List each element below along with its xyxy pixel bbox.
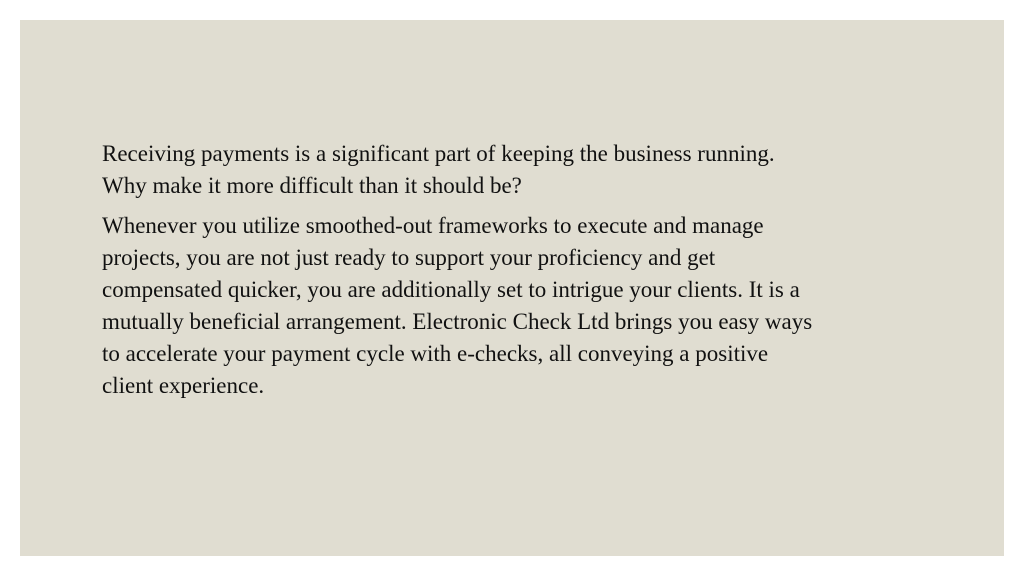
text-line: to accelerate your payment cycle with e-checks, all conveying a positive <box>102 341 769 366</box>
paragraph-body <box>102 210 942 402</box>
text-line: Why make it more difficult than it should be? <box>102 173 522 198</box>
text-line: mutually beneficial arrangement. Electronic Check Ltd brings you easy ways <box>102 309 813 334</box>
text-line: compensated quicker, you are additionally set to intrigue your clients. It is a <box>102 277 800 302</box>
slide-background <box>20 20 1004 556</box>
text-line: projects, you are not just ready to support your proficiency and get <box>102 245 716 270</box>
text-line: Receiving payments is a significant part of keeping the business running. <box>102 141 775 166</box>
paragraph-intro <box>102 138 942 202</box>
slide-body-text <box>102 138 942 402</box>
text-line: client experience. <box>102 373 265 398</box>
text-line: Whenever you utilize smoothed-out frameworks to execute and manage <box>102 213 764 238</box>
